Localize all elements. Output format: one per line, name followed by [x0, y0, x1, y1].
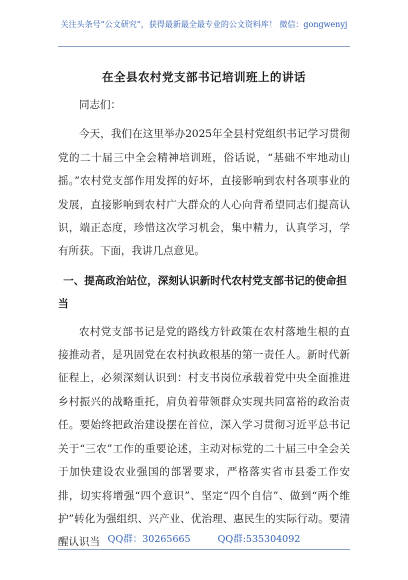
footer-qq-group-1: QQ群：30265665: [107, 534, 191, 545]
header-banner: [0, 0, 408, 30]
document-body: [58, 94, 350, 555]
footer-qq-group-2: QQ群:535304092: [217, 534, 301, 545]
footer-divider: [58, 549, 350, 550]
section-paragraph-1: 农村党支部书记是党的路线方针政策在农村落地生根的直接推动者，是巩固党在农村执政根基的第一责任人。新时代新征程上，必须深刻认识到：村支书岗位承载着党中央全面推进乡村振兴的战略重托，肩负着带领群众实现共同富裕的政治责任。要始终把政治建设摆在首位，深入学习贯彻习近平总书记关于“三农”工作的重要论述，主动对标党的二十届三中全会关于加快建设农业强国的部署要求，严格落实省市县委工作安排，切实将增强“四个意识”、坚定“四个自信”、做到“两个维护”转化为强组织、兴产业、优治理、惠民生的实际行动。要清醒认识当: [58, 325, 350, 549]
section-heading-1: 一、提高政治站位，深刻认识新时代农村党支部书记的使命担当: [58, 274, 347, 311]
header-banner-text: 关注头条号“公文研究”，获得最新最全最专业的公文资料库！ 微信：gongwenyj: [60, 20, 348, 29]
document-title: 在全县农村党支部书记培训班上的讲话: [102, 70, 306, 84]
header-divider: [58, 46, 350, 47]
intro-paragraph: 今天，我们在这里举办2025年全县村党组织书记学习贯彻党的二十届三中全会精神培训班，俗话说，“基础不牢地动山摇。”农村党支部作用发挥的好坏，直接影响到农村各项事业的发展，直接影响到农村广大群众的人心向背希望同志们提高认识，端正态度，珍惜这次学习机会，集中精力，认真学习，学有所获。下面，我讲几点意见。: [58, 128, 350, 258]
greeting: 同志们：: [79, 99, 121, 111]
footer-contacts: [0, 534, 408, 546]
